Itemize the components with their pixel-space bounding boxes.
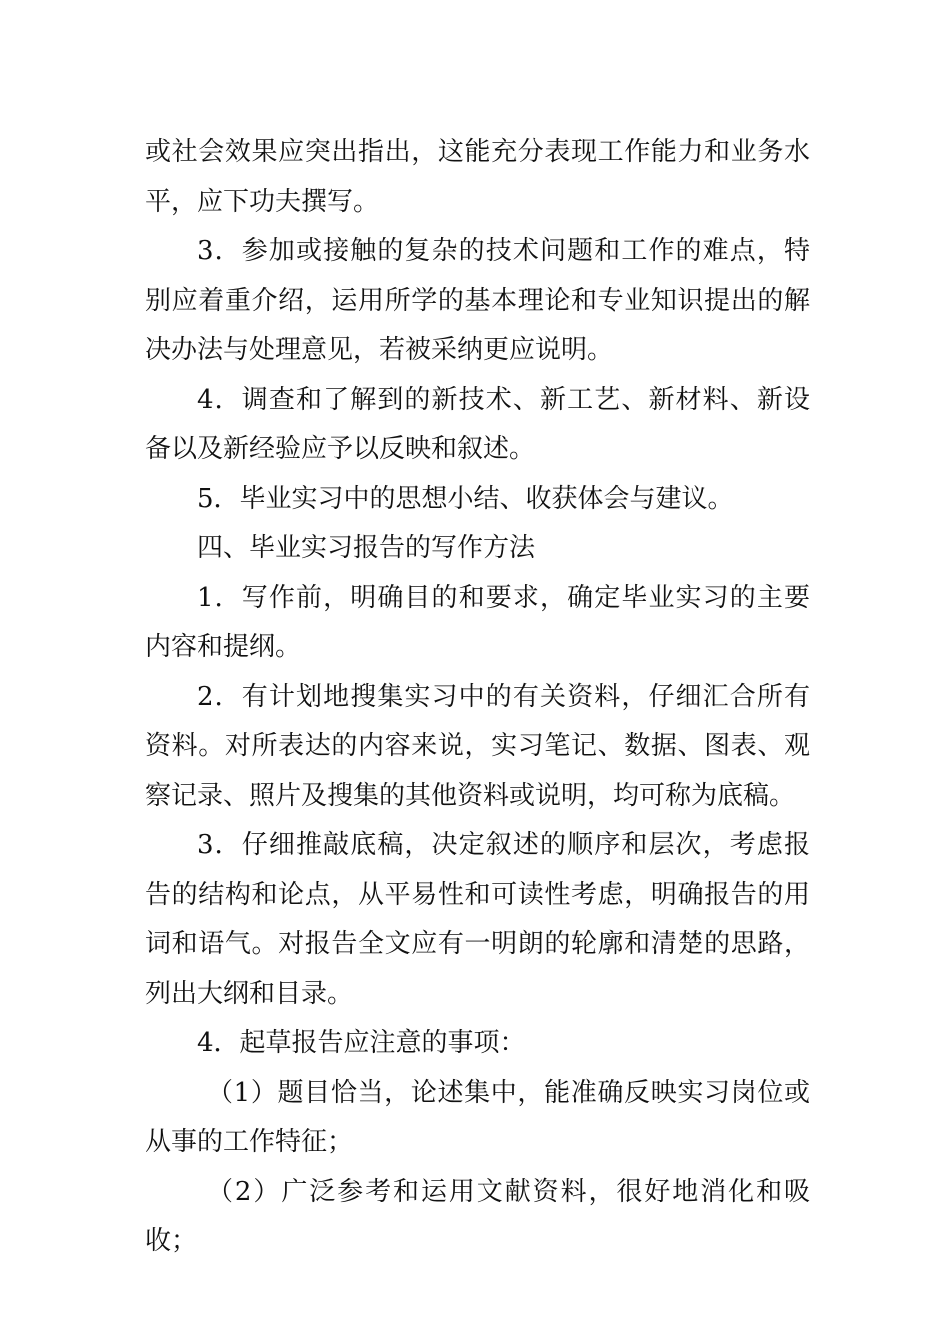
- paragraph-item-5: 5．毕业实习中的思想小结、收获体会与建议。: [197, 483, 734, 514]
- paragraph-item-3: 3．参加或接触的复杂的技术问题和工作的难点，特别应着重介绍，运用所学的基本理论和专业知识提出的解决办法与处理意见，若被采纳更应说明。: [145, 236, 810, 365]
- sub-item-2: （2）广泛参考和运用文献资料，很好地消化和吸收；: [145, 1176, 810, 1256]
- paragraph-continuation: 或社会效果应突出指出，这能充分表现工作能力和业务水平，应下功夫撰写。: [145, 137, 810, 217]
- paragraph-item-4: 4．调查和了解到的新技术、新工艺、新材料、新设备以及新经验应予以反映和叙述。: [145, 384, 810, 464]
- document-body: [145, 128, 810, 1267]
- paragraph-method-2: 2．有计划地搜集实习中的有关资料，仔细汇合所有资料。对所表达的内容来说，实习笔记、数据、图表、观察记录、照片及搜集的其他资料或说明，均可称为底稿。: [145, 681, 810, 811]
- paragraph-method-3: 3．仔细推敲底稿，决定叙述的顺序和层次，考虑报告的结构和论点，从平易性和可读性考虑，明确报告的用词和语气。对报告全文应有一明朗的轮廓和清楚的思路，列出大纲和目录。: [145, 830, 810, 1009]
- paragraph-method-4: 4．起草报告应注意的事项：: [197, 1028, 526, 1058]
- sub-item-1: （1）题目恰当，论述集中，能准确反映实习岗位或从事的工作特征；: [145, 1077, 810, 1157]
- paragraph-method-1: 1．写作前，明确目的和要求，确定毕业实习的主要内容和提纲。: [145, 582, 810, 662]
- section-heading: 四、毕业实习报告的写作方法: [197, 533, 536, 563]
